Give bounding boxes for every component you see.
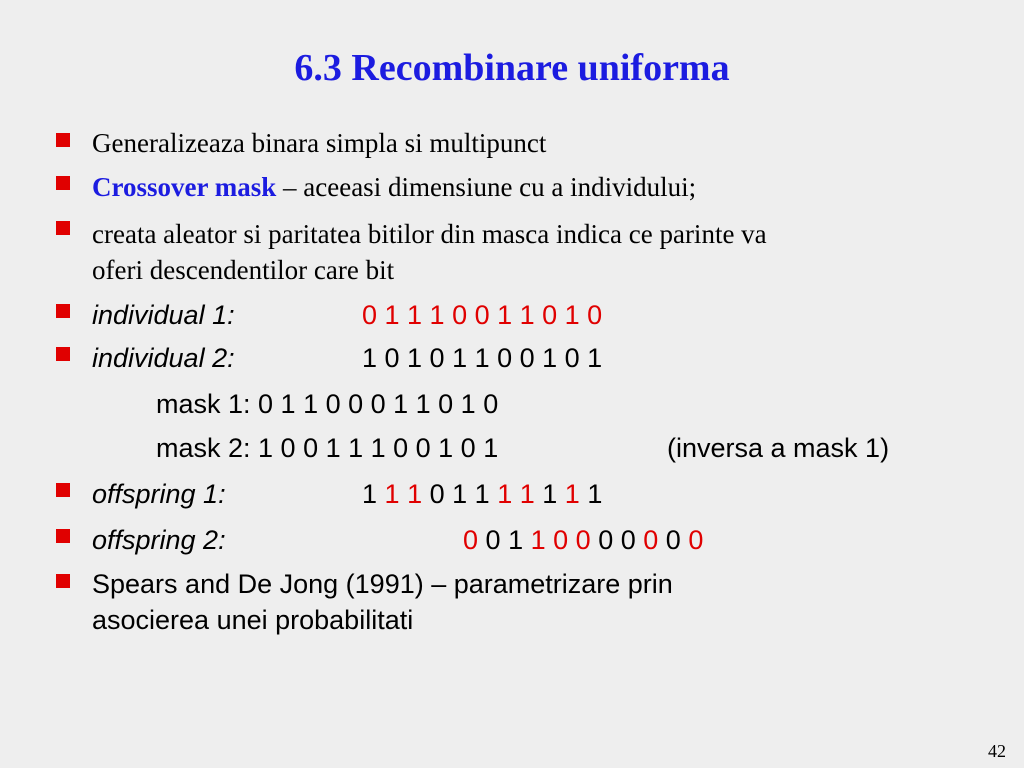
offspring-2-label: offspring 2: xyxy=(92,525,226,555)
bullet-text-random-line1: creata aleator si paritatea bitilor din masca indica ce parinte va xyxy=(92,219,767,249)
offspring-1-bit-group: 1 xyxy=(362,479,378,509)
offspring-2-bit-group: 0 xyxy=(463,525,479,555)
bullet-square-icon xyxy=(56,221,70,235)
bullet-square-icon xyxy=(56,133,70,147)
offspring-2-bit-group: 0 xyxy=(665,525,681,555)
bullet-square-icon xyxy=(56,176,70,190)
offspring-1-bit-group: 1 1 xyxy=(497,479,535,509)
offspring-1-bit-group: 1 xyxy=(542,479,558,509)
bullet-square-icon xyxy=(56,574,70,588)
slide-title: 6.3 Recombinare uniforma xyxy=(294,47,730,89)
term-crossover-mask: Crossover mask xyxy=(92,172,277,202)
offspring-2-bit-group: 0 1 xyxy=(485,525,524,555)
individual-1-label: individual 1: xyxy=(92,300,235,330)
bullet-text-random-line2: oferi descendentilor care bit xyxy=(92,255,395,285)
offspring-2-bits xyxy=(463,523,703,557)
crossover-mask-definition: – aceeasi dimensiune cu a individului; xyxy=(276,172,697,202)
mask-2-note: (inversa a mask 1) xyxy=(667,433,890,463)
bullet-square-icon xyxy=(56,483,70,497)
bullet-text-generalize: Generalizeaza binara simpla si multipunct xyxy=(92,128,547,158)
offspring-1-bit-group: 0 1 1 xyxy=(429,479,490,509)
offspring-2-bit-group: 0 xyxy=(643,525,659,555)
bullet-square-icon xyxy=(56,304,70,318)
offspring-2-bit-group: 1 0 0 xyxy=(530,525,591,555)
offspring-1-bit-group: 1 xyxy=(587,479,603,509)
offspring-1-label: offspring 1: xyxy=(92,479,226,509)
individual-2-label: individual 2: xyxy=(92,343,235,373)
bullet-square-icon xyxy=(56,529,70,543)
offspring-1-bit-group: 1 1 xyxy=(384,479,423,509)
offspring-1-bits xyxy=(362,477,602,511)
bullet-square-icon xyxy=(56,347,70,361)
offspring-2-bit-group: 0 0 xyxy=(598,525,636,555)
page-number: 42 xyxy=(988,741,1006,761)
mask-2: mask 2: 1 0 0 1 1 1 0 0 1 0 1 xyxy=(156,433,499,463)
bullet-text-spears-line2: asocierea unei probabilitati xyxy=(92,605,414,635)
individual-2-bits: 1 0 1 0 1 1 0 0 1 0 1 xyxy=(362,343,603,373)
offspring-2-bit-group: 0 xyxy=(688,525,704,555)
individual-1-bits: 0 1 1 1 0 0 1 1 0 1 0 xyxy=(362,300,603,330)
bullet-text-spears-line1: Spears and De Jong (1991) – parametrizare prin xyxy=(92,569,673,599)
bullet-text-crossover-mask xyxy=(92,170,696,204)
mask-1: mask 1: 0 1 1 0 0 0 1 1 0 1 0 xyxy=(156,389,499,419)
offspring-1-bit-group: 1 xyxy=(564,479,580,509)
